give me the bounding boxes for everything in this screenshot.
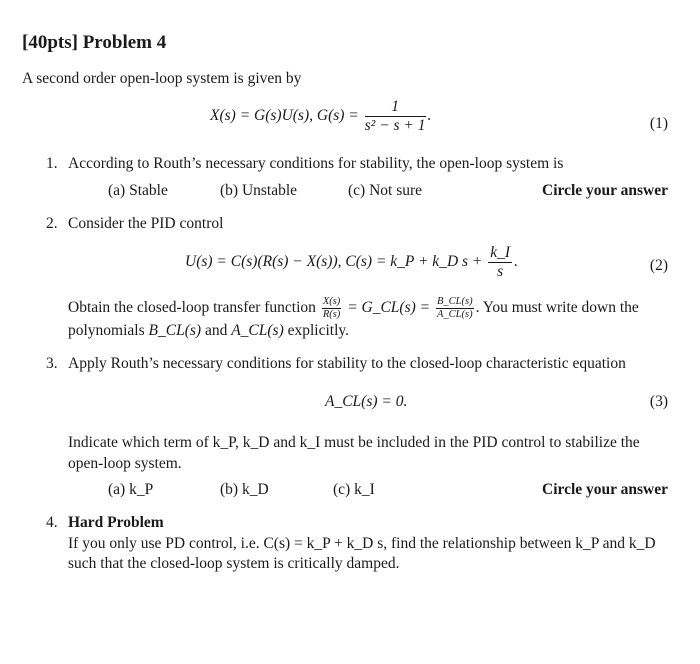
- question-3-text: Apply Routh’s necessary conditions for stability to the closed-loop characteristic equation: [68, 355, 626, 372]
- equation-2: [185, 244, 518, 281]
- obtain-post-text: . You must write down the: [475, 299, 639, 317]
- question-1-option-a: (a) Stable: [108, 182, 168, 199]
- closed-loop-ratio-fraction: [436, 296, 474, 321]
- closed-loop-ratio-denominator: A_CL(s): [437, 309, 473, 321]
- equation-1-numerator: 1: [365, 98, 426, 117]
- question-3-instruction: Circle your answer: [542, 481, 668, 498]
- question-4-line-1: If you only use PD control, i.e. C(s) = k_P + k_D s, find the relationship between k_P and k_D: [68, 535, 656, 552]
- equation-2-number: (2): [649, 257, 668, 274]
- equation-3-number: (3): [649, 393, 668, 410]
- question-1-marker: 1.: [46, 155, 58, 172]
- closed-loop-tf-label: = G_CL(s) =: [347, 299, 431, 317]
- question-2-text: Consider the PID control: [68, 215, 224, 232]
- obtain-pre-text: Obtain the closed-loop transfer function: [68, 299, 316, 317]
- transfer-function-numerator: X(s): [322, 296, 342, 309]
- equation-1-fraction: [365, 98, 426, 135]
- question-3-option-c: (c) k_I: [333, 481, 375, 498]
- question-3-option-a: (a) k_P: [108, 481, 154, 498]
- equation-2-numerator: k_I: [490, 244, 511, 261]
- question-1-option-c: (c) Not sure: [348, 182, 423, 199]
- question-4-heading: Hard Problem: [68, 514, 164, 531]
- question-3-marker: 3.: [46, 355, 58, 372]
- polynomial-a: A_CL(s): [231, 322, 284, 339]
- equation-2-fraction: [488, 244, 512, 281]
- intro-text: A second order open-loop system is given by: [22, 70, 302, 87]
- and-text: and: [204, 322, 228, 339]
- question-2-obtain-line: [68, 296, 639, 321]
- polynomial-b: B_CL(s): [148, 322, 202, 339]
- question-1-instruction: Circle your answer: [542, 182, 668, 199]
- equation-1-lhs: X(s) = G(s)U(s), G(s) =: [210, 106, 359, 124]
- polynomials-text: polynomials: [68, 322, 145, 339]
- question-2-polynomials-line: [68, 322, 349, 340]
- equation-2-lhs: U(s) = C(s)(R(s) − X(s)), C(s) = k_P + k_D s +: [185, 252, 483, 270]
- equation-1-number: (1): [649, 115, 668, 132]
- question-3-indicate-line-1: Indicate which term of k_P, k_D and k_I must be included in the PID control to stabilize the: [68, 434, 640, 451]
- explicitly-text: explicitly.: [287, 322, 350, 339]
- question-1-text: According to Routh’s necessary conditions for stability, the open-loop system is: [68, 155, 564, 172]
- equation-3: A_CL(s) = 0.: [325, 393, 408, 410]
- equation-1-denominator: s² − s + 1: [364, 116, 426, 134]
- transfer-function-denominator: R(s): [322, 309, 341, 321]
- equation-2-denominator: s: [497, 262, 504, 280]
- question-3-indicate-line-2: open-loop system.: [68, 455, 182, 472]
- transfer-function-fraction: [322, 296, 342, 321]
- question-3-option-b: (b) k_D: [220, 481, 269, 498]
- closed-loop-ratio-numerator: B_CL(s): [436, 296, 474, 309]
- question-4-marker: 4.: [46, 514, 58, 531]
- question-4-line-2: such that the closed-loop system is critically damped.: [68, 555, 400, 572]
- equation-1-tail: .: [427, 106, 432, 124]
- question-1-option-b: (b) Unstable: [220, 182, 298, 199]
- question-2-marker: 2.: [46, 215, 58, 232]
- equation-2-tail: .: [514, 252, 518, 270]
- equation-1: [210, 98, 431, 135]
- problem-title: [40pts] Problem 4: [22, 32, 167, 53]
